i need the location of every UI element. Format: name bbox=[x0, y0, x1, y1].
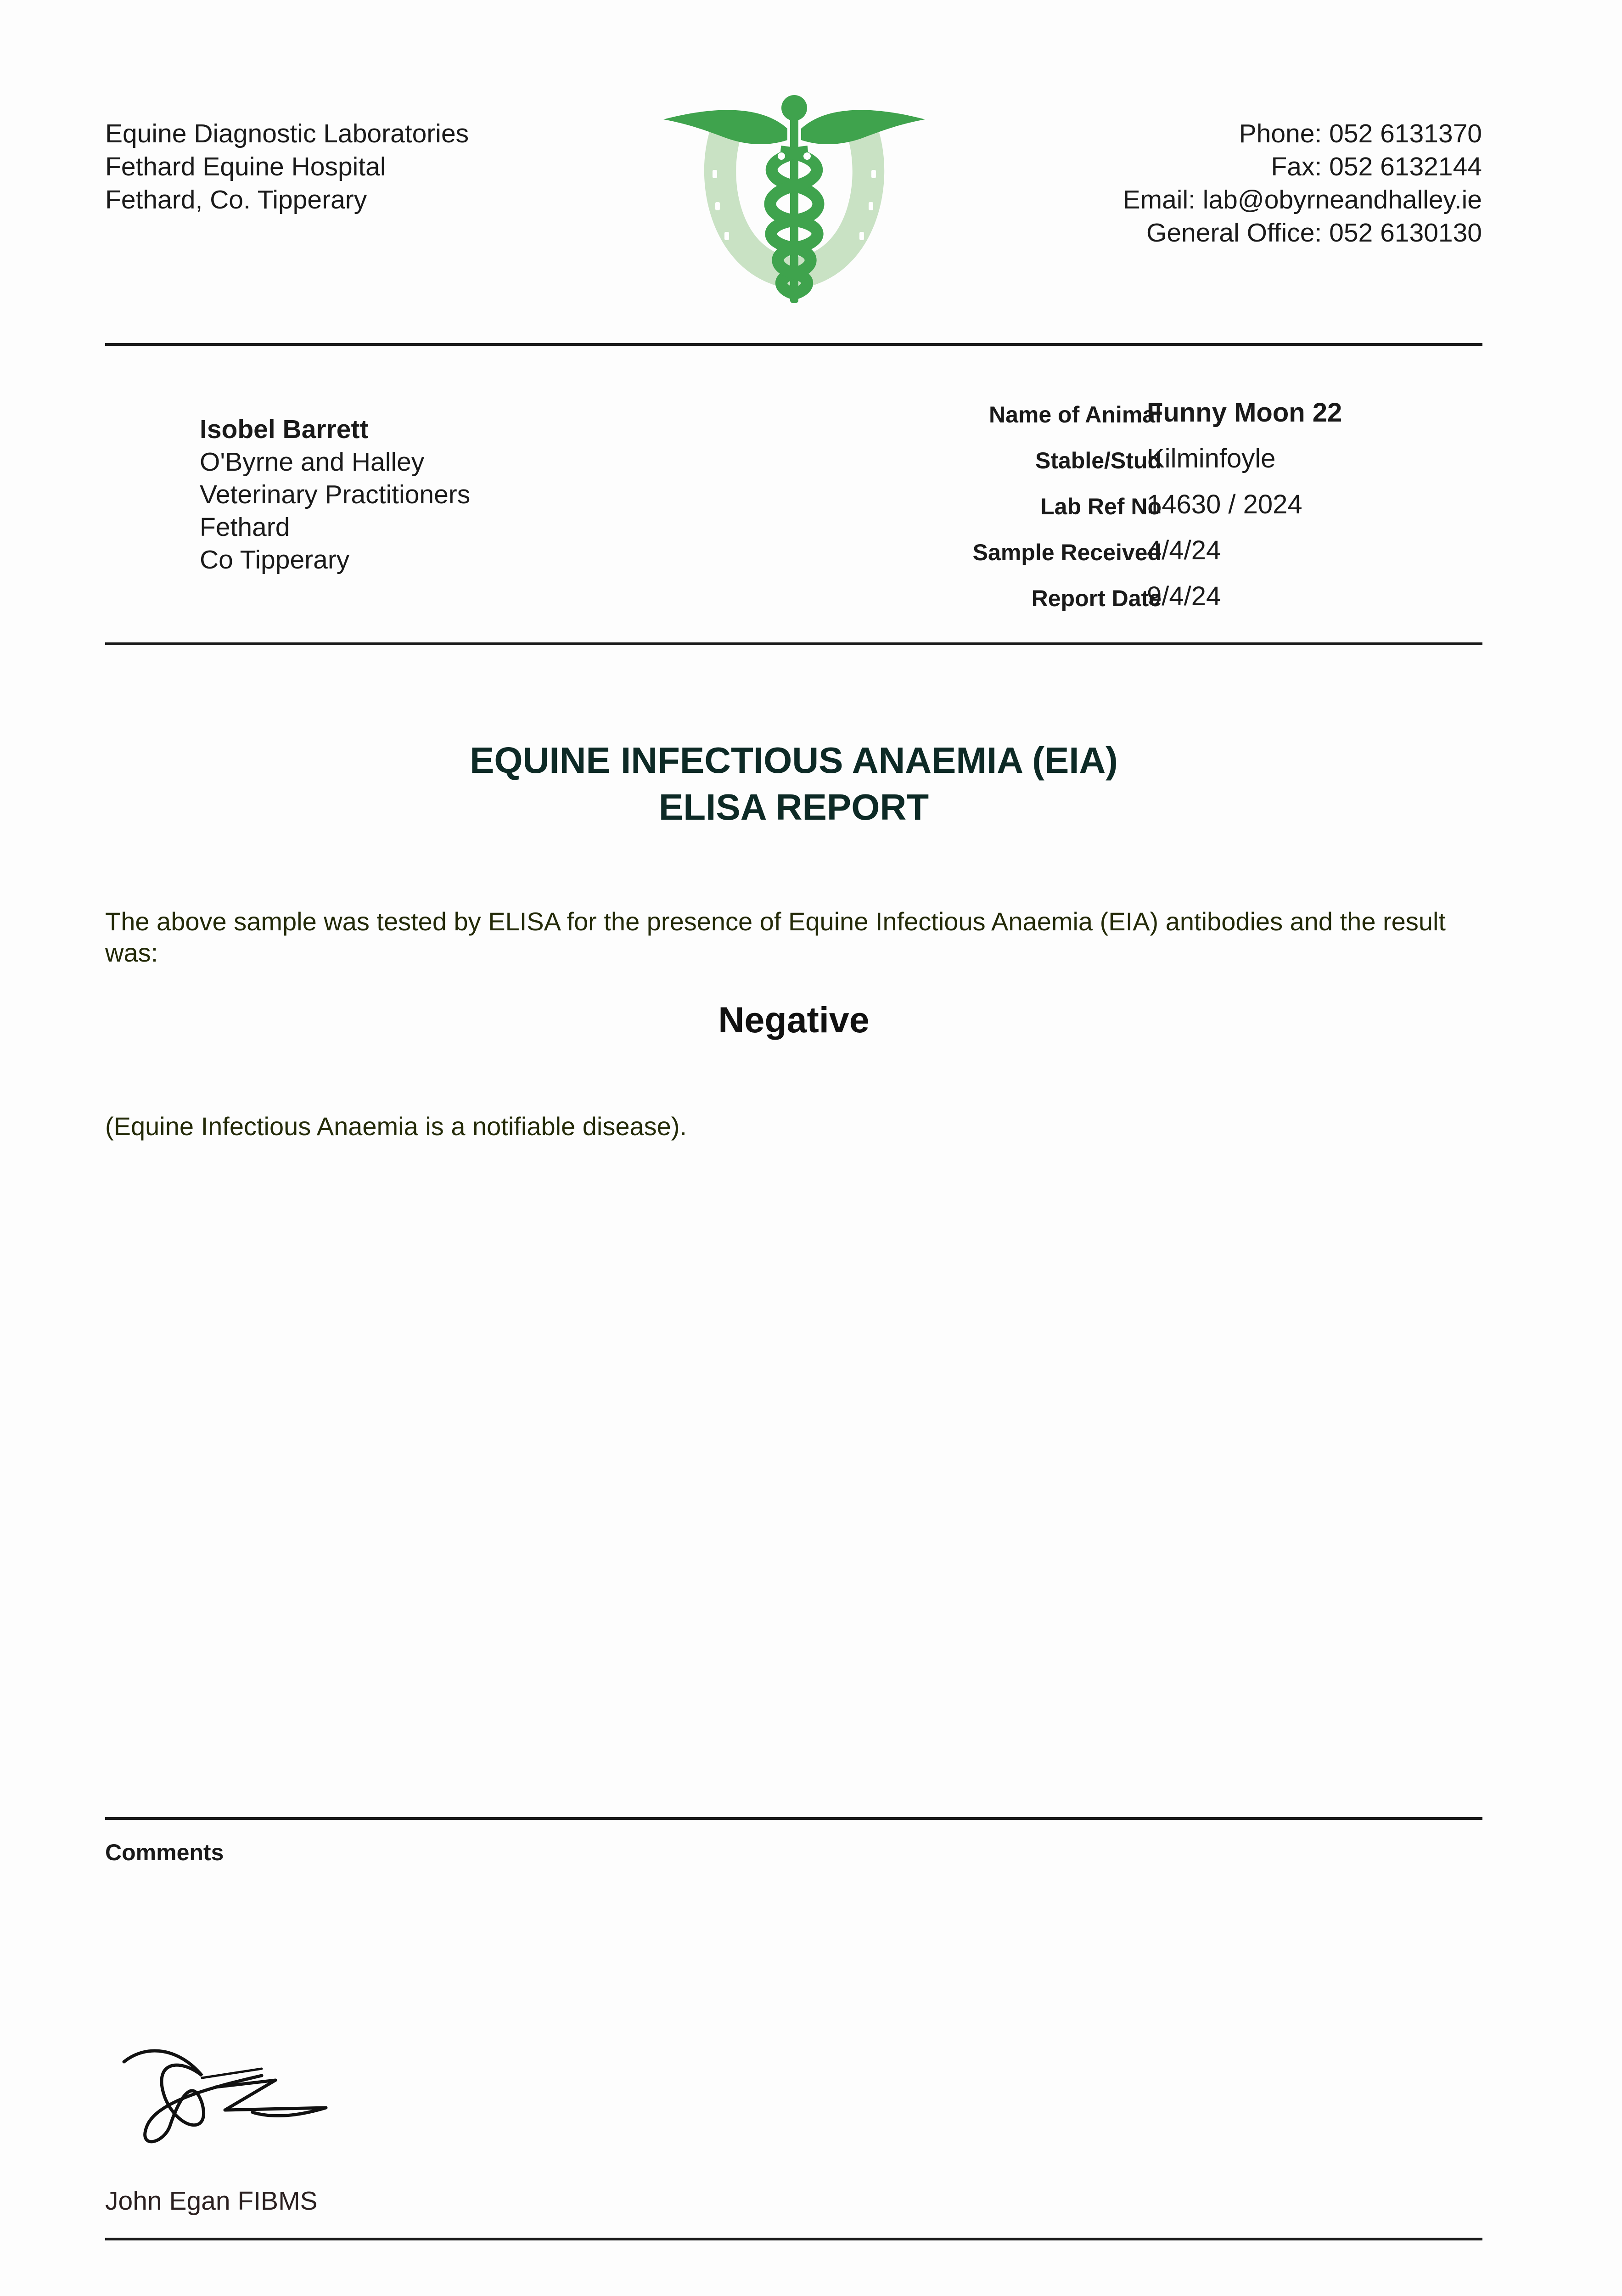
contact-general-office: General Office: 052 6130130 bbox=[1146, 218, 1482, 248]
recipient-line: Co Tipperary bbox=[200, 545, 350, 574]
detail-row-animal bbox=[826, 386, 1497, 432]
signature-icon bbox=[110, 2034, 340, 2154]
recipient-name: Isobel Barrett bbox=[200, 415, 369, 444]
detail-row-report-date bbox=[826, 569, 1497, 615]
detail-row-sample-received bbox=[826, 523, 1497, 569]
report-intro: The above sample was tested by ELISA for the presence of Equine Infectious Anaemia (EIA) antibodies and the result was: bbox=[105, 907, 1446, 967]
sample-received-value: 4/4/24 bbox=[1147, 535, 1221, 565]
divider bbox=[105, 1817, 1482, 1820]
detail-label: Stable/Stud bbox=[1035, 448, 1162, 473]
divider bbox=[105, 642, 1482, 645]
animal-name: Funny Moon 22 bbox=[1147, 398, 1342, 428]
report-note: (Equine Infectious Anaemia is a notifiable disease). bbox=[105, 1112, 687, 1141]
divider bbox=[105, 2238, 1482, 2240]
lab-address-line: Equine Diagnostic Laboratories bbox=[105, 119, 469, 148]
recipient-line: O'Byrne and Halley bbox=[200, 447, 425, 477]
lab-address-line: Fethard Equine Hospital bbox=[105, 152, 386, 181]
lab-ref-value: 14630 / 2024 bbox=[1147, 490, 1302, 519]
detail-row-stable bbox=[826, 432, 1497, 478]
recipient-line: Fethard bbox=[200, 512, 290, 542]
contact-phone: Phone: 052 6131370 bbox=[1239, 119, 1482, 148]
divider bbox=[105, 343, 1482, 346]
caduceus-horseshoe-icon bbox=[661, 87, 927, 312]
lab-address-line: Fethard, Co. Tipperary bbox=[105, 185, 367, 214]
report-date-value: 9/4/24 bbox=[1147, 581, 1221, 611]
lab-address bbox=[105, 117, 469, 216]
stable-value: Kilminfoyle bbox=[1147, 444, 1276, 473]
contact-email[interactable]: Email: lab@obyrneandhalley.ie bbox=[1122, 185, 1482, 214]
report-title bbox=[105, 737, 1482, 831]
recipient-line: Veterinary Practitioners bbox=[200, 480, 471, 509]
detail-label: Lab Ref No bbox=[1040, 494, 1162, 519]
detail-label: Name of Animal bbox=[988, 402, 1162, 428]
detail-label: Report Date bbox=[1031, 585, 1162, 611]
recipient-address bbox=[200, 413, 470, 576]
contact-info bbox=[1123, 117, 1482, 249]
signatory-name: John Egan FIBMS bbox=[105, 2186, 318, 2216]
contact-fax: Fax: 052 6132144 bbox=[1271, 152, 1482, 181]
comments-label: Comments bbox=[105, 1840, 224, 1865]
report-title-line: EQUINE INFECTIOUS ANAEMIA (EIA) bbox=[470, 740, 1118, 781]
detail-row-lab-ref bbox=[826, 478, 1497, 523]
detail-label: Sample Received bbox=[972, 540, 1162, 565]
test-result: Negative bbox=[718, 999, 870, 1040]
report-title-line: ELISA REPORT bbox=[658, 787, 929, 827]
